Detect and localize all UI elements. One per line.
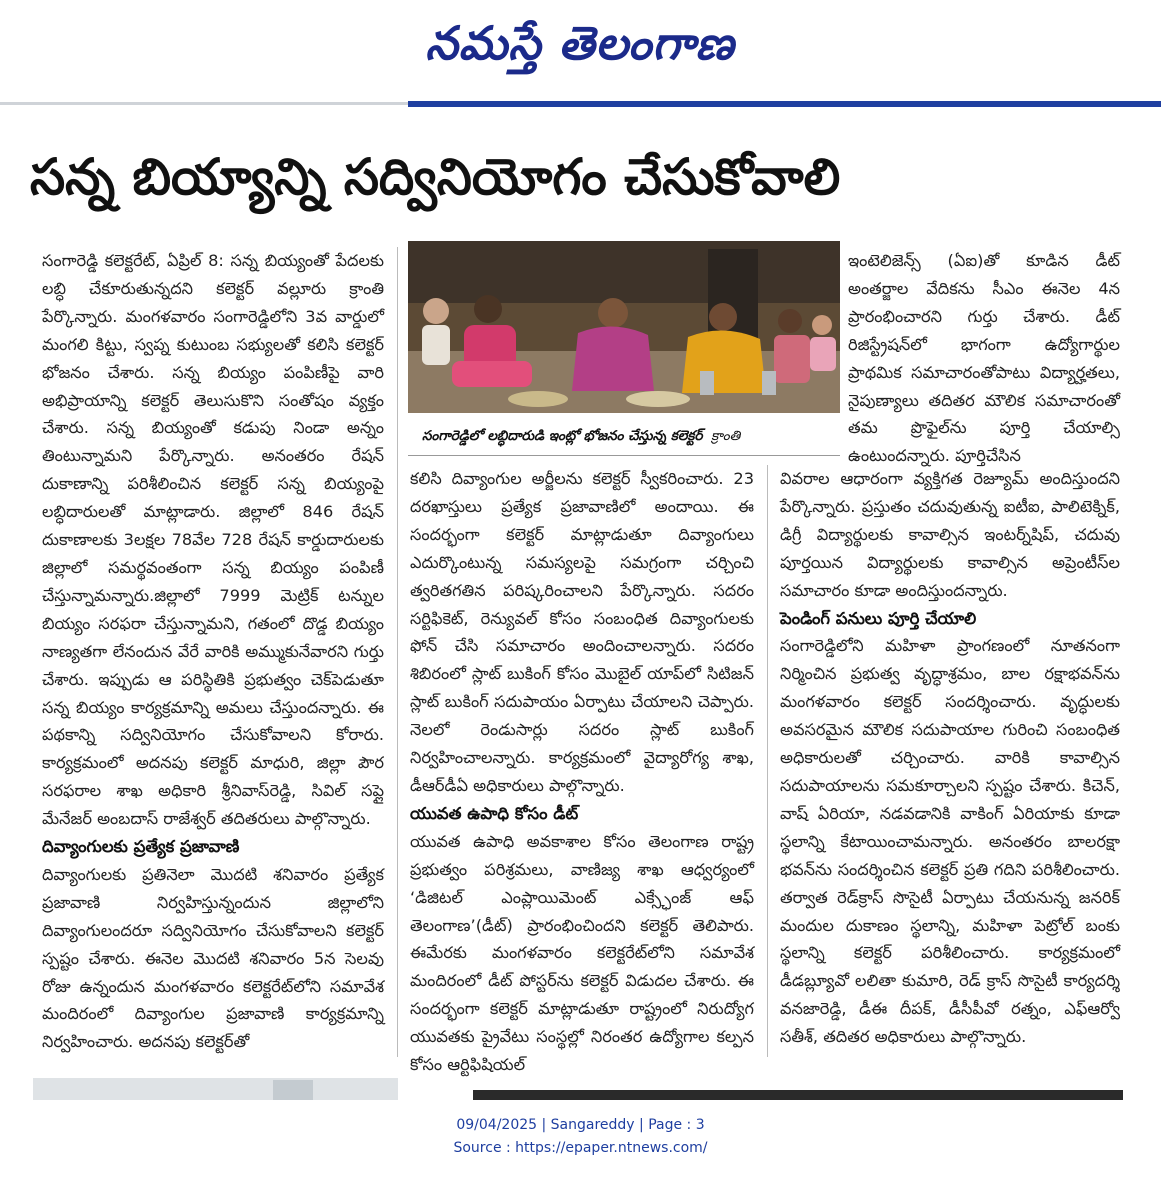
article-paragraph: వివరాల ఆధారంగా వ్యక్తిగత రెజ్యూమ్ అందిస్తుందని పేర్కొన్నారు. ప్రస్తుతం చదువుతున్న ఐటీఐ, పాలిటెక్నిక్, డిగ్రీ విద్యార్థులకు కావాల్సిన ఇంటర్న్‌షిప్, చదువు పూర్తయిన విద్యార్థులకు కావాల్సిన అప్రెంటీస్‌ల సమాచారం కూడా అందిస్తుందన్నారు.	[780, 469, 1120, 600]
column-divider	[397, 247, 398, 1057]
page-footer	[0, 1114, 1161, 1160]
footer-edition-info: 09/04/2025 | Sangareddy | Page : 3	[456, 1117, 705, 1133]
article-subheading: దివ్యాంగులకు ప్రత్యేక ప్రజావాణి	[42, 837, 240, 857]
article-column-1	[42, 247, 384, 1057]
article-subheading: యువత ఉపాధి కోసం డీట్	[410, 803, 579, 823]
article-paragraph: యువత ఉపాధి అవకాశాల కోసం తెలంగాణ రాష్ట్ర ప్రభుత్వం పరిశ్రమలు, వాణిజ్య శాఖ ఆధ్వర్యంలో ‘డిజిటల్ ఎంప్లాయిమెంట్ ఎక్స్ఛేంజ్ ఆఫ్ తెలంగాణ’(డీట్) ప్రారంభించిందని కలెక్టర్ తెలిపారు. ఈమేరకు మంగళవారం కలెక్టరేట్‌లోని సమావేశ మందిరంలో డీట్ పోస్టర్‌ను కలెక్టర్ విడుదల చేశారు. ఈ సందర్భంగా కలెక్టర్ మాట్లాడుతూ రాష్ట్రంలో నిరుద్యోగ యువతకు ప్రైవేటు సంస్థల్లో నిరంతర ఉద్యోగాల కల్పన కోసం ఆర్టిఫిషియల్	[410, 831, 754, 1075]
article-paragraph: దివ్యాంగులకు ప్రతినెలా మొదటి శనివారం ప్రత్యేక ప్రజావాణి నిర్వహిస్తున్నందున జిల్లాలోని దివ్యాంగులందరూ సద్వినియోగం చేసుకోవాలని కలెక్టర్ స్పష్టం చేశారు. ఈనెల మొదటి శనివారం 5న సెలవు రోజు ఉన్నందున మంగళవారం కలెక్టరేట్‌లోని సమావేశ మందిరంలో దివ్యాంగుల ప్రజావాణి కార్యక్రమాన్ని నిర్వహించారు. అదనపు కలెక్టర్‌తో	[42, 864, 384, 1052]
photo-caption	[408, 416, 840, 456]
footer-source: Source : https://epaper.ntnews.com/	[453, 1140, 708, 1156]
next-article-strip	[33, 1078, 1128, 1100]
column-divider	[767, 465, 768, 1057]
article-column-3	[780, 465, 1120, 1057]
article-column-2	[410, 465, 754, 1075]
article-column-3-top	[848, 247, 1120, 466]
photo-caption-text: సంగారెడ్డిలో లబ్ధిదారుడి ఇంట్లో భోజనం చేస్తున్న కలెక్టర్	[422, 428, 703, 444]
article-paragraph: సంగారెడ్డిలోని మహిళా ప్రాంగణంలో నూతనంగా నిర్మించిన ప్రభుత్వ వృద్ధాశ్రమం, బాల రక్షాభవన్‌ను మంగళవారం కలెక్టర్ సందర్శించారు. వృద్ధులకు అవసరమైన మౌలిక సదుపాయాల గురించి సంబంధిత అధికారులతో చర్చించారు. వారికి కావాల్సిన సదుపాయాలను సమకూర్చాలని స్పష్టం చేశారు. కిచెన్, వాష్ ఏరియా, నడవడానికి వాకింగ్ ఏరియాకు కూడా స్థలాన్ని కేటాయించామన్నారు. అనంతరం బాలరక్షా భవన్‌ను సందర్శించిన కలెక్టర్ ప్రతి గదిని పరిశీలించారు. తర్వాత రెడ్‌క్రాస్ సొసైటీ ఏర్పాటు చేయనున్న జనరిక్ మందుల దుకాణం స్థలాన్ని, మహిళా పెట్రోల్ బంకు స్థలాన్ని కలెక్టర్ పరిశీలించారు. కార్యక్రమంలో డీడబ్ల్యూవో లలితా కుమారి, రెడ్ క్రాస్ సొసైటీ కార్యదర్శి వనజారెడ్డి, డీఈ దీపక్, డీసీపీవో రత్నం, ఎఫ్ఆర్వో సతీశ్, తదితర అధికారులు పాల్గొన్నారు.	[780, 636, 1120, 1047]
newspaper-logo: నమస్తే తెలంగాణ	[425, 16, 735, 70]
next-article-preview	[33, 1078, 1128, 1100]
photo-illustration	[408, 241, 840, 413]
article-paragraph: ఇంటెలిజెన్స్ (ఏఐ)తో కూడిన డీట్ అంతర్జాల వేదికను సీఎం ఈనెల 4న ప్రారంభించారని గుర్తు చేశారు. డీట్ రిజిస్ట్రేషన్‌లో భాగంగా ఉద్యోగార్థుల ప్రాథమిక సమాచారంతోపాటు విద్యార్హతలు, నైపుణ్యాలు తదితర మౌలిక సమాచారంతో తమ ప్రొఫైల్‌ను పూర్తి చేయాల్సి ఉంటుందన్నారు. పూర్తిచేసిన	[848, 251, 1120, 466]
article-paragraph: సంగారెడ్డి కలెక్టరేట్, ఏప్రిల్ 8: సన్న బియ్యంతో పేదలకు లబ్ధి చేకూరుతున్నదని కలెక్టర్ వల్లూరు క్రాంతి పేర్కొన్నారు. మంగళవారం సంగారెడ్డిలోని 3వ వార్డులో మంగలి కిట్టు, స్వప్న కుటుంబ సభ్యులతో కలిసి కలెక్టర్ భోజనం చేశారు. సన్న బియ్యం పంపిణీపై వారి అభిప్రాయాన్ని కలెక్టర్ తెలుసుకొని సంతోషం వ్యక్తం చేశారు. సన్న బియ్యంతో కడుపు నిండా అన్నం తింటున్నామని పేర్కొన్నారు. అనంతరం రేషన్ దుకాణాన్ని పరిశీలించిన కలెక్టర్ సన్న బియ్యంపై లబ్ధిదారులతో మాట్లాడారు. జిల్లాలో 846 రేషన్ దుకాణాలకు 3లక్షల 78వేల 728 రేషన్ కార్డుదారులకు జిల్లాలో సమర్థవంతంగా సన్న బియ్యం పంపిణీ చేస్తున్నామన్నారు.జిల్లాలో 7999 మెట్రిక్ టన్నుల బియ్యం సరఫరా చేస్తున్నామని, గతంలో దొడ్డ బియ్యం నాణ్యతగా లేనందున వేరే వారికి అమ్ముకునేవారని గుర్తు చేశారు. ఇప్పుడు ఆ పరిస్థితికి ప్రభుత్వం చెక్‌పెడుతూ సన్న బియ్యం కార్యక్రమాన్ని అమలు చేస్తుందన్నారు. ఈ పథకాన్ని సద్వినియోగం చేసుకోవాలని కోరారు. కార్యక్రమంలో అదనపు కలెక్టర్ మాధురి, జిల్లా పౌర సరఫరాల శాఖ అధికారి శ్రీనివాస్‌రెడ్డి, సివిల్ సప్లై మేనేజర్ అంబదాస్ రాజేశ్వర్ తదితరులు పాల్గొన్నారు.	[42, 251, 384, 829]
masthead	[0, 0, 1161, 110]
article-photo	[408, 241, 840, 413]
article-headline: సన్న బియ్యాన్ని సద్వినియోగం చేసుకోవాలి	[30, 148, 841, 206]
article-subheading: పెండింగ్ పనులు పూర్తి చేయాలి	[780, 608, 977, 628]
article-paragraph: కలిసి దివ్యాంగుల అర్జీలను కలెక్టర్ స్వీకరించారు. 23 దరఖాస్తులు ప్రత్యేక ప్రజావాణిలో అందాయి. ఈ సందర్భంగా కలెక్టర్ మాట్లాడుతూ దివ్యాంగులు ఎదుర్కొంటున్న సమస్యలపై సమగ్రంగా చర్చించి త్వరితగతిన పరిష్కరించాలని పేర్కొన్నారు. సదరం సర్టిఫికెట్, రెన్యువల్ కోసం సంబంధిత దివ్యాంగులకు ఫోన్ చేసి సమాచారం అందించాలన్నారు. సదరం శిబిరంలో స్లాట్ బుకింగ్ కోసం మొబైల్ యాప్‌లో సిటిజన్ స్లాట్ బుకింగ్ సదుపాయం ఏర్పాటు చేయాలని చెప్పారు. నెలలో రెండుసార్లు సదరం స్లాట్ బుకింగ్ నిర్వహించాలన్నారు. కార్యక్రమంలో వైద్యారోగ్య శాఖ, డీఆర్‌డీఏ అధికారులు పాల్గొన్నారు.	[410, 469, 754, 795]
photo-credit: క్రాంతి	[711, 428, 741, 444]
masthead-accent-rule	[408, 101, 1161, 107]
